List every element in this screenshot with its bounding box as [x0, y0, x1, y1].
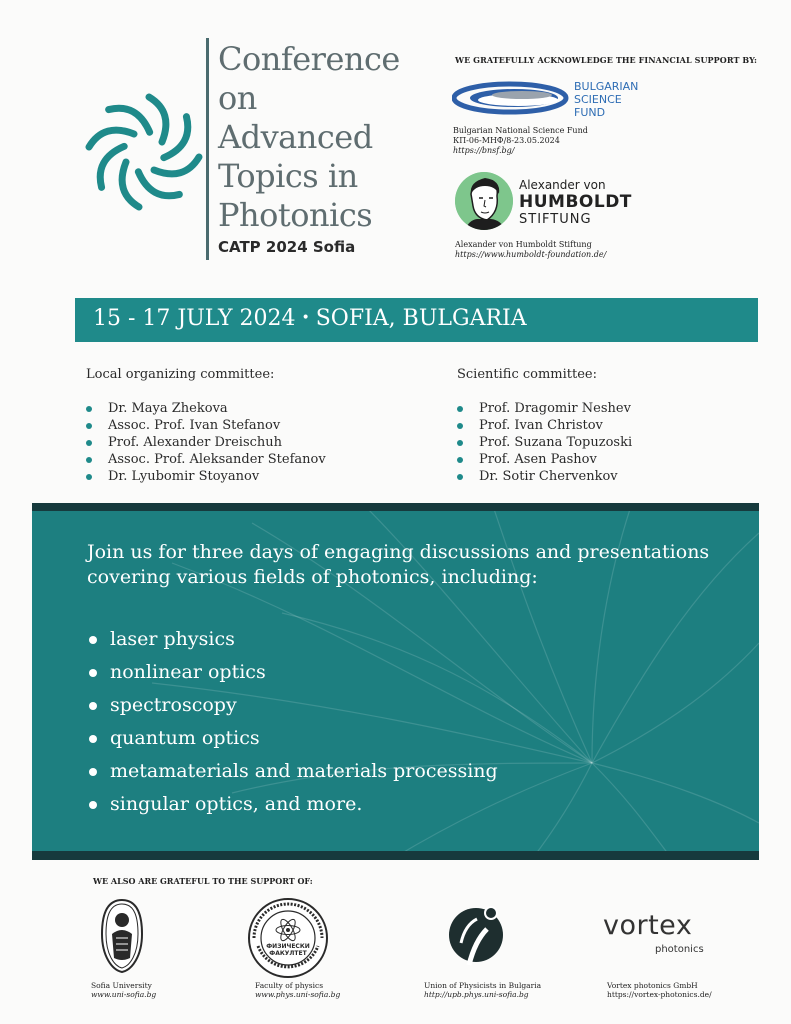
bullet-icon: [457, 474, 463, 480]
bsf-logo-line: BULGARIAN: [574, 80, 639, 93]
avh-logo-line1: Alexander von: [519, 178, 606, 192]
date-location: [93, 306, 527, 331]
union-physicists-icon: [447, 903, 505, 967]
bullet-icon: [89, 801, 97, 809]
member-name: Prof. Dragomir Neshev: [479, 401, 631, 416]
topic-label: quantum optics: [110, 727, 260, 749]
partner-url[interactable]: https://vortex-photonics.de/: [607, 990, 712, 999]
member-name: Prof. Suzana Topuzoski: [479, 435, 633, 450]
conference-swirl-logo-icon: [84, 92, 204, 212]
bullet-icon: [89, 669, 97, 677]
member-name: Prof. Alexander Dreischuh: [108, 435, 283, 450]
scientific-committee-heading: Scientific committee:: [457, 367, 598, 382]
financial-support-heading: WE GRATEFULLY ACKNOWLEDGE THE FINANCIAL SUPPORT BY:: [455, 55, 757, 65]
list-item: [86, 417, 326, 434]
list-item: [457, 434, 632, 451]
topic-label: laser physics: [110, 628, 235, 650]
scientific-committee-list: [457, 400, 632, 485]
member-name: Dr. Lyubomir Stoyanov: [108, 469, 260, 484]
humboldt-portrait-icon: [455, 172, 513, 230]
avh-url[interactable]: https://www.humboldt-foundation.de/: [455, 250, 607, 259]
partner-name: Faculty of physics: [255, 981, 324, 990]
faculty-of-physics-seal-icon: [246, 896, 330, 980]
bsf-info: [453, 126, 588, 156]
bullet-icon: [86, 474, 92, 480]
separator-dot: •: [301, 310, 310, 326]
bullet-icon: [89, 735, 97, 743]
bsf-logo-text: [574, 80, 638, 119]
list-item: [86, 400, 326, 417]
topic-label: singular optics, and more.: [110, 793, 363, 815]
bsf-grant: КП-06-МНФ/8-23.05.2024: [453, 136, 560, 145]
list-item: [89, 689, 498, 722]
bullet-icon: [457, 406, 463, 412]
member-name: Prof. Ivan Christov: [479, 418, 603, 433]
bullet-icon: [457, 423, 463, 429]
topic-label: nonlinear optics: [110, 661, 266, 683]
event-location: SOFIA, BULGARIA: [315, 306, 527, 331]
partner-name: Sofia University: [91, 981, 152, 990]
bullet-icon: [86, 406, 92, 412]
topics-list: [89, 623, 498, 821]
bullet-icon: [89, 636, 97, 644]
list-item: [86, 451, 326, 468]
avh-name: Alexander von Humboldt Stiftung: [455, 240, 592, 249]
topics-intro: Join us for three days of engaging discussions and presentations covering various fields of photonics, including:: [87, 541, 710, 588]
support-heading: WE ALSO ARE GRATEFUL TO THE SUPPORT OF:: [93, 876, 313, 886]
topic-label: metamaterials and materials processing: [110, 760, 498, 782]
partner-url[interactable]: www.phys.uni-sofia.bg: [255, 990, 341, 999]
list-item: [86, 468, 326, 485]
partner-caption: [255, 981, 340, 999]
avh-logo-line3: STIFTUNG: [519, 212, 592, 227]
member-name: Assoc. Prof. Ivan Stefanov: [108, 418, 281, 433]
topic-label: spectroscopy: [110, 694, 237, 716]
member-name: Dr. Maya Zhekova: [108, 401, 228, 416]
bullet-icon: [86, 457, 92, 463]
partner-name: Vortex photonics GmbH: [607, 981, 698, 990]
partner-name: Union of Physicists in Bulgaria: [424, 981, 542, 990]
bsf-logo-line: FUND: [574, 106, 606, 119]
bullet-icon: [89, 768, 97, 776]
list-item: [457, 400, 632, 417]
avh-info: [455, 240, 606, 260]
topics-panel-bottom-rule: [32, 851, 759, 860]
list-item: [89, 755, 498, 788]
list-item: [86, 434, 326, 451]
bsf-name: Bulgarian National Science Fund: [453, 126, 588, 135]
sofia-university-seal-icon: [98, 898, 146, 974]
bullet-icon: [86, 423, 92, 429]
conference-title: Conference on Advanced Topics in Photonics: [218, 40, 400, 234]
list-item: [89, 788, 498, 821]
partner-caption: [91, 981, 156, 999]
vortex-logo: vortex: [603, 910, 693, 941]
vortex-logo-sub: photonics: [655, 944, 704, 955]
bullet-icon: [89, 702, 97, 710]
local-committee-list: [86, 400, 326, 485]
bsf-url[interactable]: https://bnsf.bg/: [453, 146, 515, 155]
partner-caption: [424, 981, 541, 999]
member-name: Prof. Asen Pashov: [479, 452, 597, 467]
member-name: Dr. Sotir Chervenkov: [479, 469, 618, 484]
list-item: [457, 468, 632, 485]
bullet-icon: [457, 457, 463, 463]
topics-panel-top-rule: [32, 503, 759, 511]
local-committee-heading: Local organizing committee:: [86, 367, 275, 382]
bullet-icon: [86, 440, 92, 446]
svg-text:ФАКУЛТЕТ: ФАКУЛТЕТ: [269, 950, 307, 957]
bsf-logo-line: SCIENCE: [574, 93, 622, 106]
partner-url[interactable]: http://upb.phys.uni-sofia.bg: [424, 990, 529, 999]
list-item: [457, 417, 632, 434]
list-item: [89, 656, 498, 689]
event-dates: 15 - 17 JULY 2024: [93, 306, 296, 331]
list-item: [457, 451, 632, 468]
title-divider: [206, 38, 209, 260]
conference-subtitle: CATP 2024 Sofia: [218, 238, 356, 256]
bsf-swoosh-logo-icon: [452, 80, 572, 120]
svg-text:ФИЗИЧЕСКИ: ФИЗИЧЕСКИ: [266, 943, 310, 950]
avh-logo-line2: HUMBOLDT: [519, 192, 632, 212]
list-item: [89, 722, 498, 755]
partner-url[interactable]: www.uni-sofia.bg: [91, 990, 157, 999]
list-item: [89, 623, 498, 656]
member-name: Assoc. Prof. Aleksander Stefanov: [108, 452, 326, 467]
bullet-icon: [457, 440, 463, 446]
partner-caption: [607, 981, 712, 999]
